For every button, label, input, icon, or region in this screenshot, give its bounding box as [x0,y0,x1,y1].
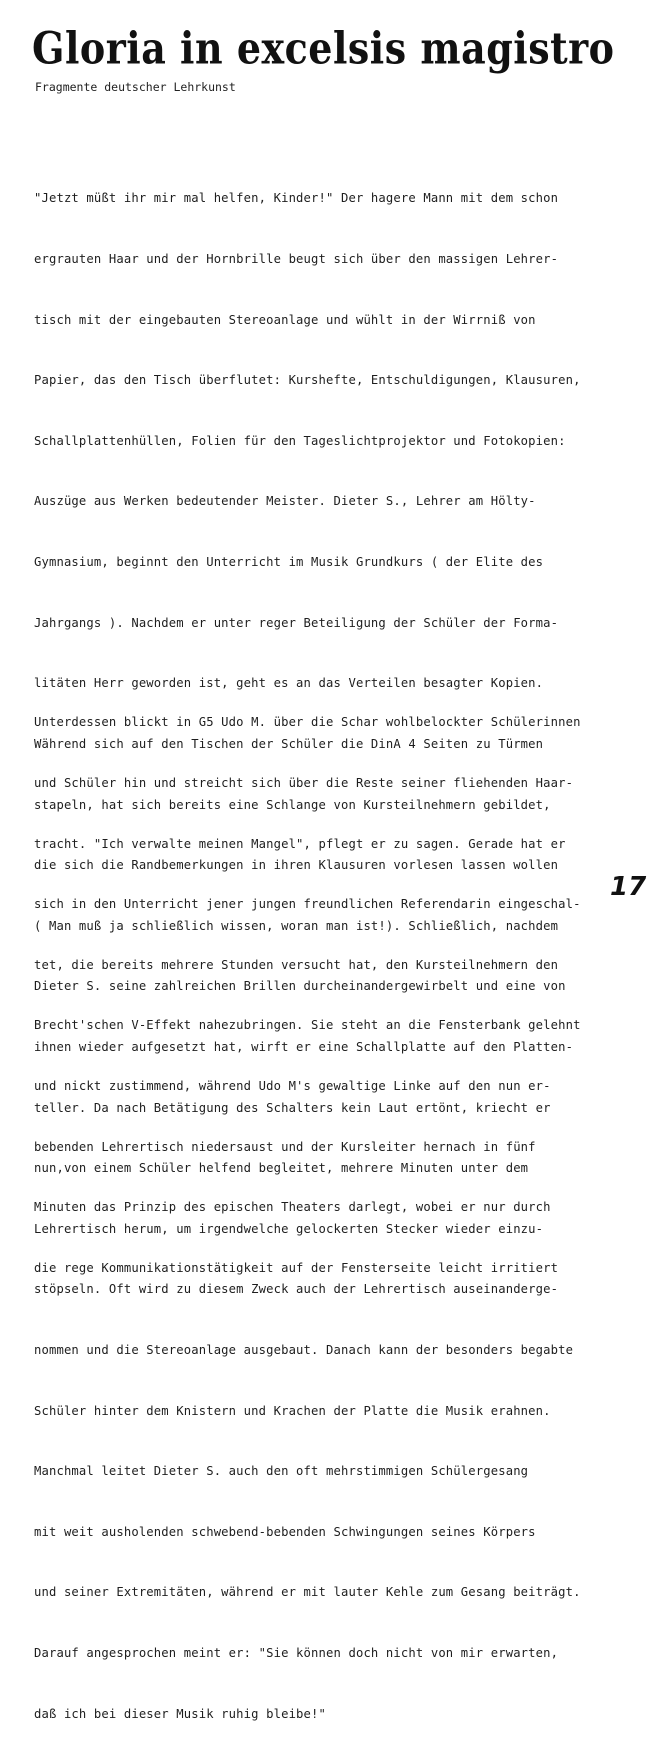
text-line: bebenden Lehrertisch niedersaust und der Kursleiter hernach in fünf [34,1139,536,1154]
page-title: Gloria in excelsis magistro [32,22,615,74]
text-line: und Schüler hin und streicht sich über die Reste seiner fliehenden Haar- [34,776,574,791]
text-line: tisch mit der eingebauten Stereoanlage und wühlt in der Wirrniß von [34,312,536,327]
text-line: tet, die bereits mehrere Stunden versucht hat, den Kursteilnehmern den [34,957,559,972]
text-line: und nickt zustimmend, während Udo M's gewaltige Linke auf den nun er- [34,1079,551,1094]
text-line: Gymnasium, beginnt den Unterricht im Musik Grundkurs ( der Elite des [34,555,544,570]
text-line: ihnen wieder aufgesetzt hat, wirft er eine Schallplatte auf den Platten- [34,1039,574,1054]
text-line: Lehrertisch herum, um irgendwelche gelockerten Stecker wieder einzu- [34,1221,544,1236]
text-line: die sich die Randbemerkungen in ihren Klausuren vorlesen lassen wollen [34,858,559,873]
text-line: Während sich auf den Tischen der Schüler die DinA 4 Seiten zu Türmen [34,736,544,751]
text-line: Schüler hinter dem Knistern und Krachen der Platte die Musik erahnen. [34,1403,551,1418]
text-line: litäten Herr geworden ist, geht es an das Verteilen besagter Kopien. [34,676,544,691]
text-line: sich in den Unterricht jener jungen freundlichen Referendarin eingeschal- [34,897,581,912]
text-line: ( Man muß ja schließlich wissen, woran man ist!). Schließlich, nachdem [34,918,559,933]
text-line: stöpseln. Oft wird zu diesem Zweck auch der Lehrertisch auseinanderge- [34,1282,559,1297]
text-line: teller. Da nach Betätigung des Schalters kein Laut ertönt, kriecht er [34,1100,551,1115]
text-line: Minuten das Prinzip des epischen Theaters darlegt, wobei er nur durch [34,1200,551,1215]
text-line: Dieter S. seine zahlreichen Brillen durcheinandergewirbelt und eine von [34,979,566,994]
text-line: Darauf angesprochen meint er: "Sie können doch nicht von mir erwarten, [34,1646,559,1661]
text-line: Auszüge aus Werken bedeutender Meister. Dieter S., Lehrer am Hölty- [34,494,536,509]
text-line: mit weit ausholenden schwebend-bebenden Schwingungen seines Körpers [34,1524,536,1539]
text-line: die rege Kommunikationstätigkeit auf der Fensterseite leicht irritiert [34,1260,559,1275]
paragraph-2 [34,672,581,1298]
text-line: nun,von einem Schüler helfend begleitet, mehrere Minuten unter dem [34,1161,529,1176]
text-line: Jahrgangs ). Nachdem er unter reger Beteiligung der Schüler der Forma- [34,615,559,630]
text-line: nommen und die Stereoanlage ausgebaut. Danach kann der besonders begabte [34,1342,574,1357]
text-line: ergrauten Haar und der Hornbrille beugt sich über den massigen Lehrer- [34,252,559,267]
text-line: und seiner Extremitäten, während er mit lauter Kehle zum Gesang beiträgt. [34,1585,581,1600]
text-line: stapeln, hat sich bereits eine Schlange von Kursteilnehmern gebildet, [34,797,551,812]
text-line: daß ich bei dieser Musik ruhig bleibe!" [34,1706,327,1721]
text-line: "Jetzt müßt ihr mir mal helfen, Kinder!" Der hagere Mann mit dem schon [34,191,559,206]
text-line: Brecht'schen V-Effekt nahezubringen. Sie steht an die Fensterbank gelehnt [34,1018,581,1033]
text-line: Manchmal leitet Dieter S. auch den oft mehrstimmigen Schülergesang [34,1464,529,1479]
text-line: Schallplattenhüllen, Folien für den Tageslichtprojektor und Fotokopien: [34,433,566,448]
text-line: tracht. "Ich verwalte meinen Mangel", pflegt er zu sagen. Gerade hat er [34,836,566,851]
page-number: 17 [610,872,647,902]
text-line: Papier, das den Tisch überflutet: Kurshefte, Entschuldigungen, Klausuren, [34,373,581,388]
page-subtitle: Fragmente deutscher Lehrkunst [35,80,236,94]
text-line: Unterdessen blickt in G5 Udo M. über die Schar wohlbelockter Schülerinnen [34,715,581,730]
